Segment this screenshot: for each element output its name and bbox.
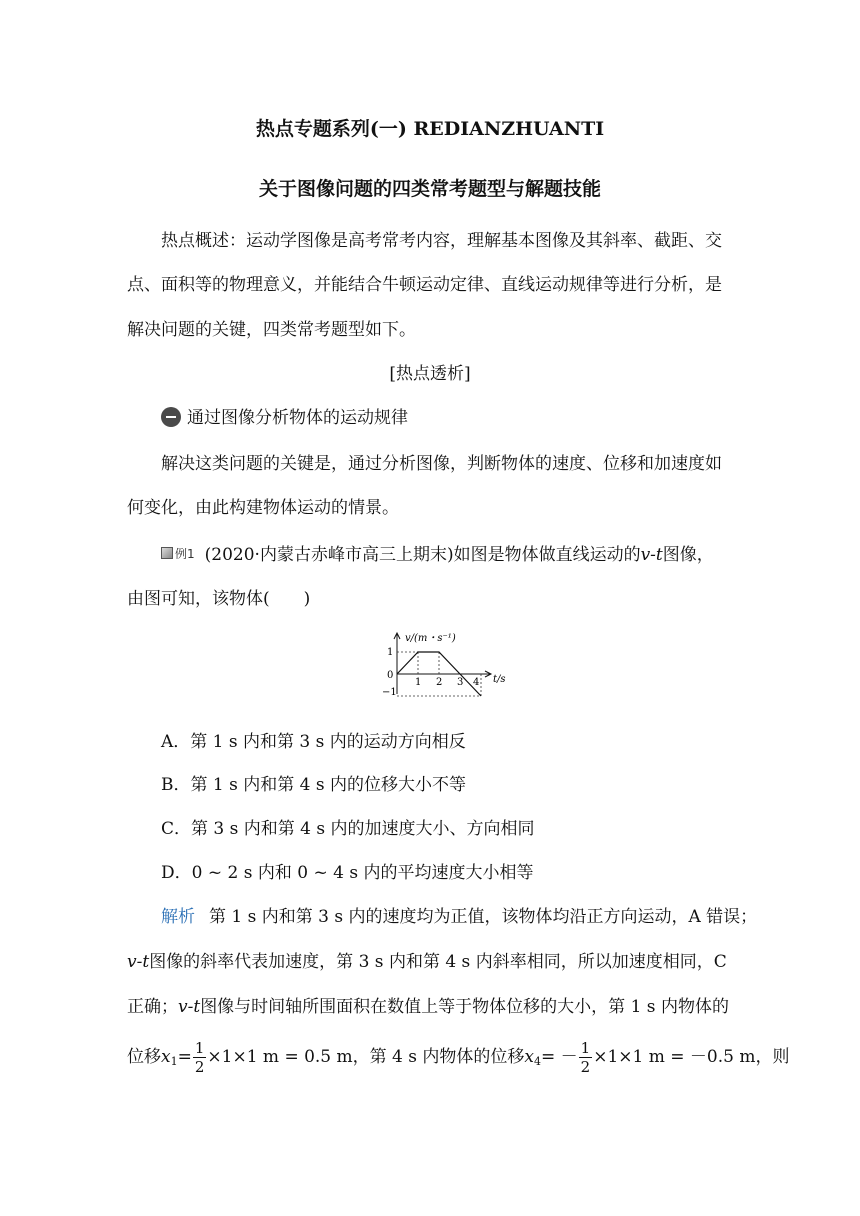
page-subtitle: 关于图像问题的四类常考题型与解题技能: [258, 178, 601, 200]
example-stem-line-1: 例1 (2020·内蒙古赤峰市高三上期末)如图是物体做直线运动的v-t图像，: [161, 542, 714, 567]
analysis-line-4: 位移$x_1=$ $\frac{1}{2}$ ×1×1 m = 0.5 m，第 4 s 内物体的位移$x_4=$ － $\frac{1}{2}$ ×1×1 m = －0.5 m，则: [127, 1039, 790, 1076]
fraction-half-2: $\frac{1}{2}$: [580, 1039, 591, 1076]
overview-line-1: 热点概述：运动学图像是高考常考内容，理解基本图像及其斜率、截距、交: [161, 231, 722, 251]
graph-y-tick-1: 1: [387, 647, 394, 658]
example-stem-line-2: 由图可知，该物体( ): [127, 589, 311, 609]
vt-graph: [355, 630, 515, 702]
analysis-label: 解析: [161, 907, 195, 927]
analysis-line-2: v-t图像的斜率代表加速度，第 3 s 内和第 4 s 内斜率相同，所以加速度相同，C: [127, 952, 727, 972]
graph-x-label: t/s: [493, 674, 506, 685]
overview-line-2: 点、面积等的物理意义，并能结合牛顿运动定律、直线运动规律等进行分析，是: [127, 275, 722, 295]
option-b: B．第 1 s 内和第 4 s 内的位移大小不等: [161, 775, 466, 795]
topic-heading-text: 通过图像分析物体的运动规律: [187, 408, 408, 428]
example-icon: [161, 547, 173, 559]
option-c: C．第 3 s 内和第 4 s 内的加速度大小、方向相同: [161, 819, 535, 839]
section-tag: [热点透析]: [389, 364, 471, 384]
example-badge: 例1: [161, 542, 195, 566]
graph-x-ticks: [415, 677, 479, 688]
graph-y-tick-neg1: −1: [382, 687, 397, 698]
page-title: 热点专题系列(一) REDIANZHUANTI: [255, 118, 605, 140]
topic-heading: [161, 406, 408, 430]
analysis-line-3: 正确；v-t图像与时间轴所围面积在数值上等于物体位移的大小，第 1 s 内物体的: [127, 997, 729, 1017]
fraction-half-1: $\frac{1}{2}$: [194, 1039, 205, 1076]
graph-y-label: v/(m・s⁻¹): [405, 633, 456, 644]
topic-intro-2: 何变化，由此构建物体运动的情景。: [127, 498, 399, 518]
option-d: D．0 ~ 2 s 内和 0 ~ 4 s 内的平均速度大小相等: [161, 863, 534, 883]
analysis-line-1: 解析 第 1 s 内和第 3 s 内的速度均为正值，该物体均沿正方向运动，A 错误；: [161, 907, 758, 927]
graph-y-tick-0: 0: [387, 670, 394, 681]
section-number-icon: [161, 407, 181, 427]
option-a: A．第 1 s 内和第 3 s 内的运动方向相反: [161, 732, 466, 752]
overview-line-3: 解决问题的关键，四类常考题型如下。: [127, 320, 416, 340]
graph-x-tick-3: 3: [457, 677, 464, 688]
graph-x-tick-1: 1: [415, 677, 422, 688]
graph-x-tick-2: 2: [436, 677, 443, 688]
topic-intro-1: 解决这类问题的关键是，通过分析图像，判断物体的速度、位移和加速度如: [161, 454, 722, 474]
graph-x-tick-4: 4: [473, 677, 480, 688]
